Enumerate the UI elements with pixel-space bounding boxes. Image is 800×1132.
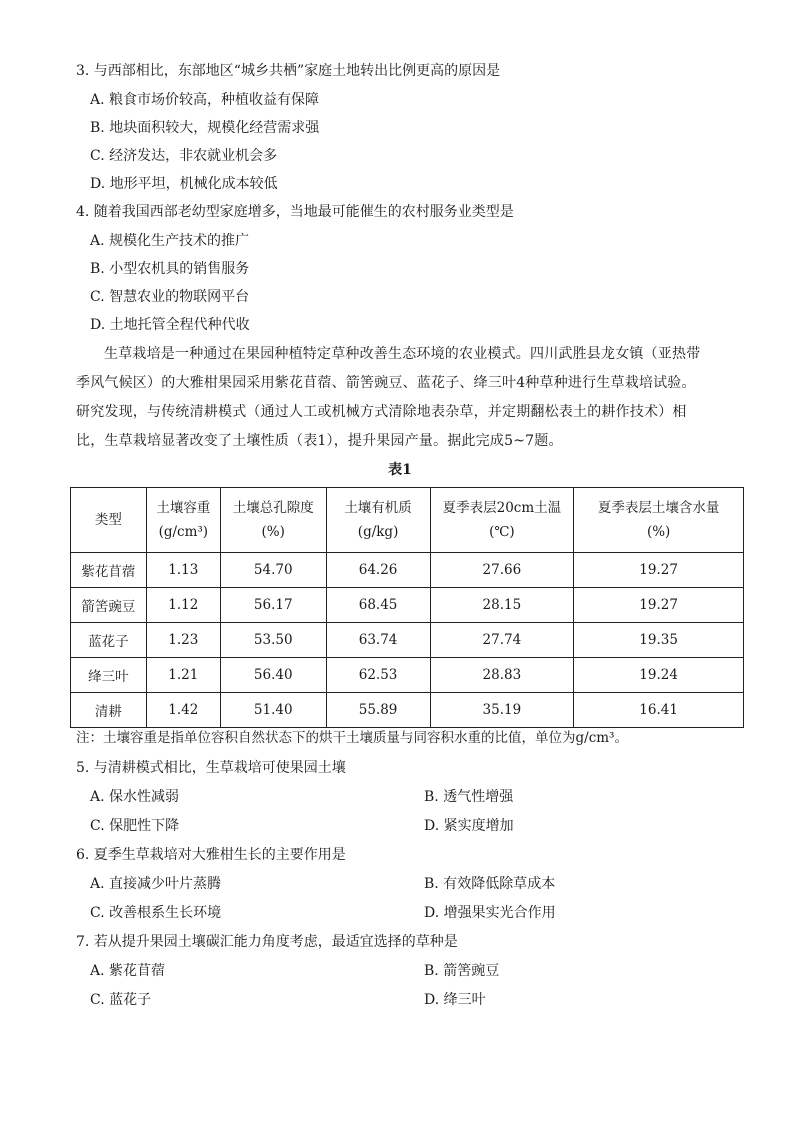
question-3-option-c: C. 经济发达，非农就业机会多 [90, 148, 278, 164]
cell-value: 62.53 [326, 658, 430, 693]
table-row [71, 693, 744, 728]
table-row [71, 623, 744, 658]
cell-value: 64.26 [326, 553, 430, 588]
question-5-option-a: A. 保水性减弱 [90, 789, 180, 805]
question-7-option-d: D. 绛三叶 [424, 992, 486, 1008]
cell-value: 1.13 [146, 553, 220, 588]
header-label: 夏季表层土壤含水量 [597, 500, 720, 516]
soil-properties-table [70, 487, 744, 728]
question-7-option-c: C. 蓝花子 [90, 992, 152, 1008]
question-3-option-d: D. 地形平坦，机械化成本较低 [90, 176, 278, 192]
question-6-option-c: C. 改善根系生长环境 [90, 905, 222, 921]
question-6-option-a: A. 直接减少叶片蒸腾 [90, 876, 222, 892]
question-5-option-b: B. 透气性增强 [424, 789, 514, 805]
cell-value: 1.12 [146, 588, 220, 623]
cell-value: 19.27 [574, 588, 744, 623]
header-unit: (g/kg) [357, 524, 399, 540]
header-porosity [220, 488, 326, 553]
header-organic-matter [326, 488, 430, 553]
cell-value: 1.21 [146, 658, 220, 693]
question-5-stem: 5. 与清耕模式相比，生草栽培可使果园土壤 [76, 760, 346, 776]
cell-value: 19.24 [574, 658, 744, 693]
question-5-option-c: C. 保肥性下降 [90, 818, 180, 834]
question-6-option-b: B. 有效降低除草成本 [424, 876, 556, 892]
cell-value: 35.19 [430, 693, 574, 728]
cell-value: 16.41 [574, 693, 744, 728]
cell-value: 1.23 [146, 623, 220, 658]
question-5-option-d: D. 紧实度增加 [424, 818, 514, 834]
header-type-label: 类型 [94, 512, 122, 528]
question-7-stem: 7. 若从提升果园土壤碳汇能力角度考虑，最适宜选择的草种是 [76, 934, 458, 950]
header-label: 土壤容重 [156, 500, 211, 516]
question-6-stem: 6. 夏季生草栽培对大雅柑生长的主要作用是 [76, 847, 346, 863]
cell-value: 1.42 [146, 693, 220, 728]
cell-value: 56.40 [220, 658, 326, 693]
cell-value: 28.83 [430, 658, 574, 693]
header-type [71, 488, 147, 553]
cell-value: 55.89 [326, 693, 430, 728]
header-label: 夏季表层20cm土温 [442, 500, 562, 516]
question-3-stem: 3. 与西部相比，东部地区“城乡共栖”家庭土地转出比例更高的原因是 [76, 63, 501, 79]
cell-value: 54.70 [220, 553, 326, 588]
cell-value: 27.74 [430, 623, 574, 658]
table-row [71, 658, 744, 693]
header-bulk-density [146, 488, 220, 553]
header-label: 土壤总孔隙度 [232, 500, 314, 516]
cell-value: 28.15 [430, 588, 574, 623]
header-unit: (℃) [489, 524, 515, 540]
question-4-option-d: D. 土地托管全程代种代收 [90, 317, 250, 333]
passage-line-4: 比，生草栽培显著改变了土壤性质（表1），提升果园产量。据此完成5~7题。 [76, 433, 563, 449]
cell-value: 19.35 [574, 623, 744, 658]
question-4-option-c: C. 智慧农业的物联网平台 [90, 289, 250, 305]
header-label: 土壤有机质 [344, 500, 412, 516]
cell-value: 68.45 [326, 588, 430, 623]
cell-type: 紫花苜蓿 [71, 553, 147, 588]
table-row [71, 553, 744, 588]
question-6-option-d: D. 增强果实光合作用 [424, 905, 556, 921]
passage-line-3: 研究发现，与传统清耕模式（通过人工或机械方式清除地表杂草，并定期翻松表土的耕作技术）相 [76, 404, 687, 420]
passage-line-1: 生草栽培是一种通过在果园种植特定草种改善生态环境的农业模式。四川武胜县龙女镇（亚热带 [104, 346, 701, 362]
table-note: 注：土壤容重是指单位容积自然状态下的烘干土壤质量与同容积水重的比值，单位为g/cm³。 [76, 730, 628, 746]
passage-line-2: 季风气候区）的大雅柑果园采用紫花苜蓿、箭筈豌豆、蓝花子、绛三叶4种草种进行生草栽培试验。 [76, 375, 696, 391]
cell-value: 51.40 [220, 693, 326, 728]
question-4-stem: 4. 随着我国西部老幼型家庭增多，当地最可能催生的农村服务业类型是 [76, 204, 514, 220]
question-4-option-a: A. 规模化生产技术的推广 [90, 233, 250, 249]
table-header-row [71, 488, 744, 553]
question-7-option-b: B. 箭筈豌豆 [424, 963, 500, 979]
header-unit: (%) [261, 524, 285, 540]
cell-type: 绛三叶 [71, 658, 147, 693]
cell-value: 27.66 [430, 553, 574, 588]
cell-value: 63.74 [326, 623, 430, 658]
question-3-option-a: A. 粮食市场价较高，种植收益有保障 [90, 92, 320, 108]
cell-value: 53.50 [220, 623, 326, 658]
header-unit: (%) [646, 524, 671, 540]
header-water-content [574, 488, 744, 553]
cell-type: 箭筈豌豆 [71, 588, 147, 623]
question-3-option-b: B. 地块面积较大，规模化经营需求强 [90, 120, 320, 136]
header-soil-temperature [430, 488, 574, 553]
header-unit: (g/cm³) [158, 524, 209, 540]
question-4-option-b: B. 小型农机具的销售服务 [90, 261, 250, 277]
cell-value: 56.17 [220, 588, 326, 623]
cell-type: 清耕 [71, 693, 147, 728]
table-row [71, 588, 744, 623]
cell-value: 19.27 [574, 553, 744, 588]
question-7-option-a: A. 紫花苜蓿 [90, 963, 166, 979]
cell-type: 蓝花子 [71, 623, 147, 658]
table-caption: 表1 [388, 462, 412, 478]
